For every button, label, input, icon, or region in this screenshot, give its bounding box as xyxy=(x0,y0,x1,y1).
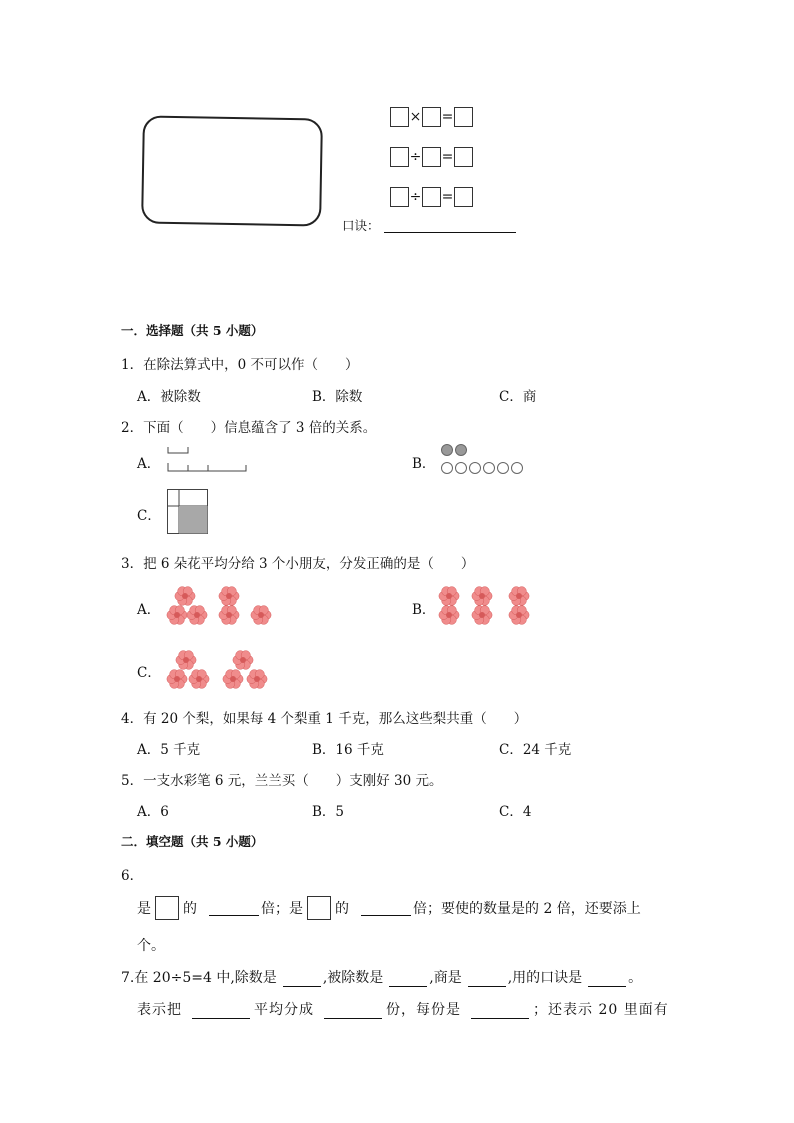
option-b[interactable]: B． xyxy=(412,602,436,618)
equation-grid xyxy=(390,106,473,208)
option-b[interactable]: B． xyxy=(412,456,436,472)
option-a[interactable]: A． xyxy=(137,456,161,472)
q7-text: 。 xyxy=(628,970,643,986)
grid-diagram xyxy=(167,489,209,535)
shape-box xyxy=(155,896,179,920)
q6-text: 是 xyxy=(137,901,151,917)
q7-text: 表示把 xyxy=(137,1002,182,1018)
flower-icon xyxy=(438,604,460,626)
q7-text: ,用的口诀是 xyxy=(507,970,583,986)
question-text: 5．一支水彩笔 6 元，兰兰买（ ）支刚好 30 元。 xyxy=(121,773,443,789)
fill-blank[interactable] xyxy=(324,1004,382,1019)
equation-row-divide-2 xyxy=(390,186,473,208)
option-a[interactable]: A．被除数 xyxy=(137,389,201,405)
question-number: 6． xyxy=(121,868,144,884)
answer-box[interactable] xyxy=(454,107,473,127)
equals-sign: = xyxy=(441,149,454,165)
option-c[interactable]: C．24 千克 xyxy=(499,742,572,758)
flower-icon xyxy=(508,604,530,626)
fill-blank[interactable] xyxy=(361,901,411,916)
circle-icon xyxy=(441,462,453,474)
option-a[interactable]: A．6 xyxy=(137,804,169,820)
drawing-box xyxy=(141,115,323,226)
circle-icon xyxy=(455,444,467,456)
flower-icon xyxy=(188,668,210,690)
option-c[interactable]: C．商 xyxy=(499,389,537,405)
fill-blank[interactable] xyxy=(192,1004,250,1019)
shape-box xyxy=(307,896,331,920)
answer-box[interactable] xyxy=(390,107,409,127)
section-title: 一．选择题（共 5 小题） xyxy=(121,323,264,338)
option-a[interactable]: A．5 千克 xyxy=(137,742,201,758)
answer-box[interactable] xyxy=(422,147,441,167)
circle-diagram xyxy=(441,444,525,478)
q7-line-2 xyxy=(137,999,669,1019)
equals-sign: = xyxy=(441,109,454,125)
fill-blank[interactable] xyxy=(468,972,506,987)
circle-icon xyxy=(469,462,481,474)
flower-icon xyxy=(186,604,208,626)
flower-icon xyxy=(471,604,493,626)
times-sign: × xyxy=(409,109,422,125)
circle-icon xyxy=(511,462,523,474)
q7-text: ；还表示 20 里面有 xyxy=(533,1002,669,1018)
koujue-label: 口诀： xyxy=(342,218,380,233)
equation-row-divide-1 xyxy=(390,146,473,168)
q7-text: ,被除数是 xyxy=(322,970,384,986)
q7-line-1 xyxy=(121,967,642,987)
flower-icon xyxy=(218,604,240,626)
question-text: 1．在除法算式中，0 不可以作（ ） xyxy=(121,357,359,373)
option-b[interactable]: B．5 xyxy=(312,804,345,820)
option-c[interactable]: C． xyxy=(137,508,161,524)
answer-box[interactable] xyxy=(390,187,409,207)
flower-icon xyxy=(250,604,272,626)
answer-box[interactable] xyxy=(390,147,409,167)
equation-row-multiply xyxy=(390,106,473,128)
option-b[interactable]: B．16 千克 xyxy=(312,742,384,758)
q7-text: 平均分成 xyxy=(254,1002,314,1018)
option-a[interactable]: A． xyxy=(137,602,161,618)
q6-line-1 xyxy=(137,896,641,920)
divide-sign: ÷ xyxy=(409,189,422,205)
circle-icon xyxy=(497,462,509,474)
segment-diagram xyxy=(164,443,250,473)
divide-sign: ÷ xyxy=(409,149,422,165)
q6-text: 倍；是 xyxy=(261,901,303,917)
circle-icon xyxy=(483,462,495,474)
question-text: 4．有 20 个梨，如果每 4 个梨重 1 千克，那么这些梨共重（ ） xyxy=(121,711,528,727)
q7-text: 7.在 20÷5=4 中,除数是 xyxy=(121,970,277,986)
koujue-blank[interactable] xyxy=(384,232,516,233)
answer-box[interactable] xyxy=(422,107,441,127)
question-text: 2．下面（ ）信息蕴含了 3 倍的关系。 xyxy=(121,420,377,436)
answer-box[interactable] xyxy=(454,147,473,167)
q6-text: 倍；要使的数量是的 2 倍，还要添上 xyxy=(413,901,641,917)
flower-icon xyxy=(166,604,188,626)
answer-box[interactable] xyxy=(422,187,441,207)
fill-blank[interactable] xyxy=(588,972,626,987)
option-c[interactable]: C． xyxy=(137,665,161,681)
circle-icon xyxy=(455,462,467,474)
flower-icon xyxy=(166,668,188,690)
fill-blank[interactable] xyxy=(283,972,321,987)
flower-icon xyxy=(222,668,244,690)
q6-text: 的 xyxy=(183,901,197,917)
option-c[interactable]: C．4 xyxy=(499,804,532,820)
fill-blank[interactable] xyxy=(209,901,259,916)
section-title: 二．填空题（共 5 小题） xyxy=(121,834,264,849)
question-text: 3．把 6 朵花平均分给 3 个小朋友，分发正确的是（ ） xyxy=(121,556,475,572)
option-b[interactable]: B．除数 xyxy=(312,389,363,405)
circle-icon xyxy=(441,444,453,456)
fill-blank[interactable] xyxy=(389,972,427,987)
q7-text: ,商是 xyxy=(429,970,462,986)
flower-icon xyxy=(246,668,268,690)
q6-text: 的 xyxy=(335,901,349,917)
q7-text: 份，每份是 xyxy=(386,1002,461,1018)
answer-box[interactable] xyxy=(454,187,473,207)
fill-blank[interactable] xyxy=(471,1004,529,1019)
equals-sign: = xyxy=(441,189,454,205)
q6-text: 个。 xyxy=(137,938,165,954)
